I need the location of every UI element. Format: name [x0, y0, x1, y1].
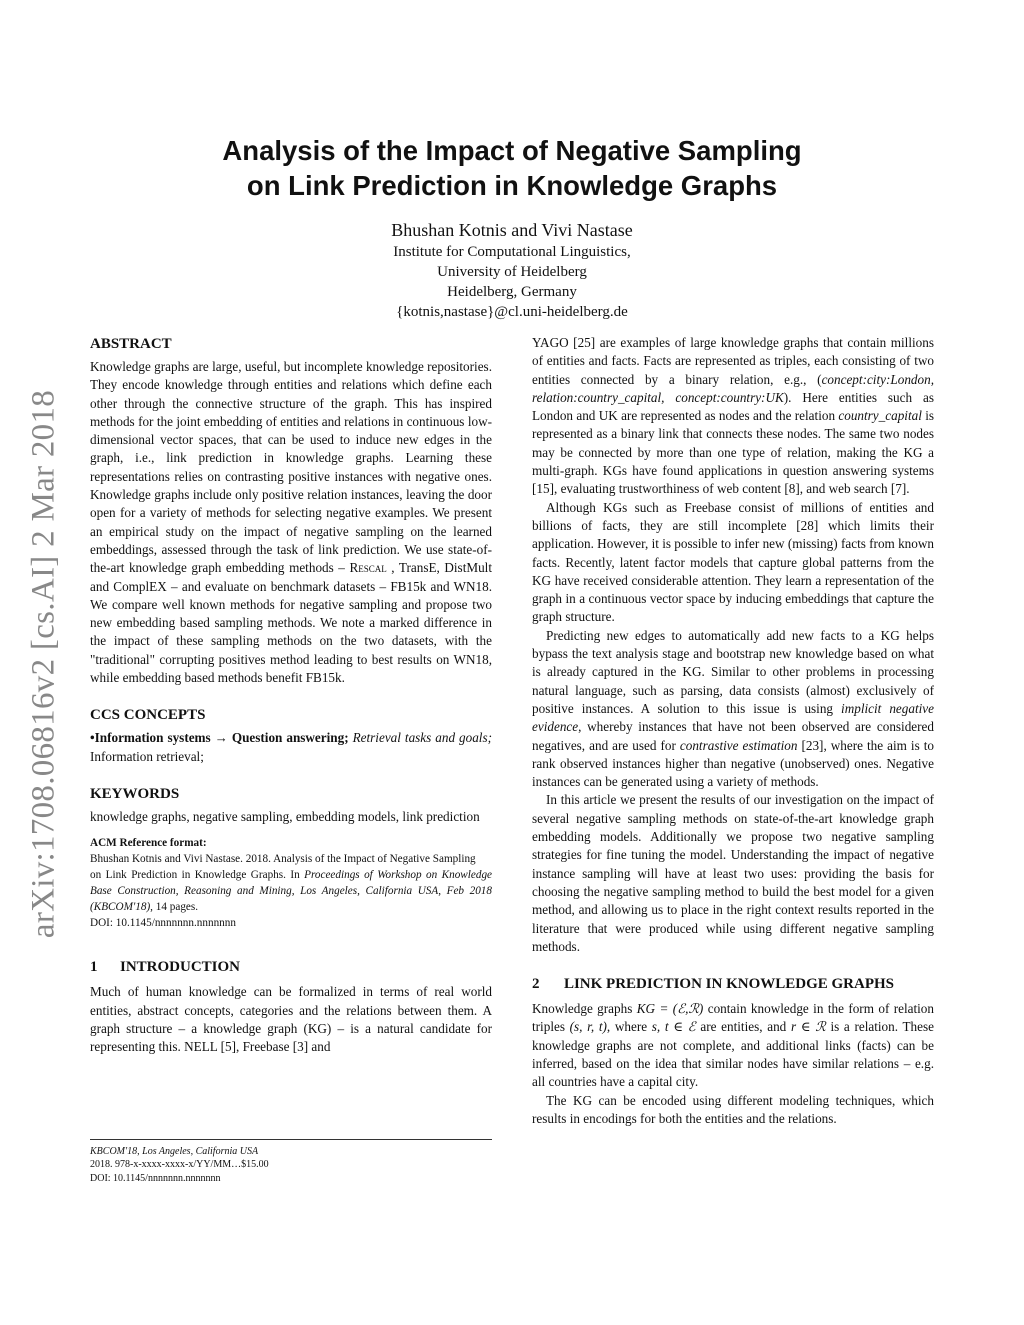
footnote-divider — [90, 1139, 492, 1140]
acm-reference-line-1: Bhushan Kotnis and Vivi Nastase. 2018. Analysis of the Impact of Negative Sampling — [90, 853, 476, 866]
ccs-text: •Information systems → Question answering; Retrieval tasks and goals; Information retrieval; — [90, 730, 492, 764]
title-line-1: Analysis of the Impact of Negative Sampling — [222, 135, 802, 166]
title-line-2: on Link Prediction in Knowledge Graphs — [246, 170, 778, 201]
affiliation-line-3: Heidelberg, Germany — [447, 284, 577, 300]
affiliation-line-1: Institute for Computational Linguistics, — [393, 244, 631, 260]
section-2-heading: 2 LINK PREDICTION IN KNOWLEDGE GRAPHS — [532, 976, 895, 993]
paragraph-encoding: The KG can be encoded using different modeling techniques, which results in encodings for both the entities and the relations. — [532, 1092, 934, 1126]
intro-heading: 1 INTRODUCTION — [90, 959, 241, 976]
acm-reference-doi: DOI: 10.1145/nnnnnnn.nnnnnnn — [90, 917, 236, 930]
paragraph-yago: YAGO [25] are examples of large knowledge graphs that contain millions of entities and facts. Facts are represented as triples, each consisting of two entities connected by a binary relation, e.g., (concept:city:London, relation:country_capital, concept:country:UK). Here entities such as London and UK are represented as nodes and the relation country_capital is represented as a binary link that connects these nodes. The same two nodes may be connected by more than one type of relation, making the KG a multi-graph. KGs have found applications in question answering systems [15], evaluating trustworthiness of web content [8], and web search [7]. — [532, 335, 935, 497]
author-names: Bhushan Kotnis and Vivi Nastase — [391, 220, 633, 240]
affiliation-line-2: University of Heidelberg — [437, 264, 587, 280]
author-block — [212, 218, 812, 322]
acm-reference-heading: ACM Reference format: — [90, 837, 207, 850]
paragraph-kg-definition: Knowledge graphs KG = (ℰ,ℛ) contain knowledge in the form of relation triples (s, r, t), where s, t ∈ ℰ are entities, and r ∈ ℛ is a relation. These knowledge graphs are not complete, and additional links (facts) can be inferred, based on the idea that similar nodes have similar relations – e.g. all countries have a capital city. — [532, 1001, 934, 1090]
right-column — [532, 334, 934, 1128]
intro-text: Much of human knowledge can be formalized in terms of real world entities, abstract concepts, categories and the relations between them. A graph structure – a knowledge graph (KG) – is a natural candidate for representing this. NELL [5], Freebase [3] and — [90, 984, 492, 1055]
footnote-isbn: 2018. 978-x-xxxx-xxxx-x/YY/MM…$15.00 — [90, 1159, 269, 1171]
footnote-doi: DOI: 10.1145/nnnnnnn.nnnnnnn — [90, 1172, 221, 1184]
ccs-heading: CCS CONCEPTS — [90, 707, 206, 724]
author-email: {kotnis,nastase}@cl.uni-heidelberg.de — [396, 304, 628, 320]
paragraph-predicting: Predicting new edges to automatically add new facts to a KG helps bypass the text analysis stage and bootstrap new knowledge based on what is already captured in the KG. Similar to other problems in processing natural language, such as parsing, data consists (almost) exclusively of positive instances. A solution to this issue is using implicit negative evidence, whereby instances that have not been observed are considered negatives, and are used for contrastive estimation [23], where the aim is to rank observed instances higher than negative (unobserved) ones. Negative instances can be generated using a variety of methods. — [532, 627, 934, 790]
footnote-venue: KBCOM'18, Los Angeles, California USA — [90, 1146, 259, 1157]
acm-reference-line-2: on Link Prediction in Knowledge Graphs. In Proceedings of Workshop on Knowledge Base Construction, Reasoning and Mining, Los Angeles, California USA, Feb 2018 (KBCOM'18), 14 pages. — [90, 869, 492, 914]
keywords-heading: KEYWORDS — [90, 785, 180, 802]
paragraph-article: In this article we present the results of our investigation on the impact of several negative sampling methods on state-of-the-art knowledge graph embedding models. Additionally we propose two negative sampling strategies for fine tuning the model. Understanding the impact of negative instance sampling will have at least two uses: providing the basis for choosing the negative sampling method to build the best model for a given method, and allowing us to place in the right context results reported in the literature that were produced while using different negative sampling methods. — [532, 792, 934, 954]
arxiv-sidebar-stamp — [22, 368, 66, 960]
paragraph-incomplete: Although KGs such as Freebase consist of millions of entities and billions of facts, they are still incomplete [28] which limits their application. However, it is possible to infer new (missing) facts from known facts. Recently, latent factor models that capture global patterns from the KG have received considerable attention. They learn a representation of the graph in a continuous vector space by inducing embeddings that capture the graph structure. — [532, 499, 934, 625]
arxiv-identifier: arXiv:1708.06816v2 [cs.AI] 2 Mar 2018 — [25, 389, 62, 939]
paper-title — [150, 133, 874, 203]
keywords-text: knowledge graphs, negative sampling, embedding models, link prediction — [90, 808, 480, 824]
rescal-name: Rescal — [349, 560, 387, 576]
abstract-heading: ABSTRACT — [90, 336, 172, 352]
footnote-block — [90, 1145, 492, 1185]
left-column — [90, 334, 492, 1056]
abstract-text: Knowledge graphs are large, useful, but incomplete knowledge repositories. They encode knowledge through entities and relations which define each other through the connective structure of the graph. This has inspired methods for the joint embedding of entities and relations in continuous low-dimensional vector spaces, that can be used to induce new edges in the graph, i.e., link prediction in knowledge graphs. Learning these representations relies on contrasting positive instances with negative ones. Knowledge graphs include only positive relation instances, leaving the door open for a variety of methods for selecting negative examples. We present an empirical study on the impact of negative sampling on the learned embeddings, assessed through the task of link prediction. We use state-of-the-art knowledge graph embedding methods – Rescal , TransE, DistMult and ComplEX – and evaluate on benchmark datasets – FB15k and WN18. We compare well known methods for negative sampling and propose two new embedding based sampling methods. We note a marked difference in the impact of these sampling methods on the two datasets, with the "traditional" corrupting positives method leading to best results on WN18, while embedding based methods benefit FB15k. — [90, 359, 492, 686]
